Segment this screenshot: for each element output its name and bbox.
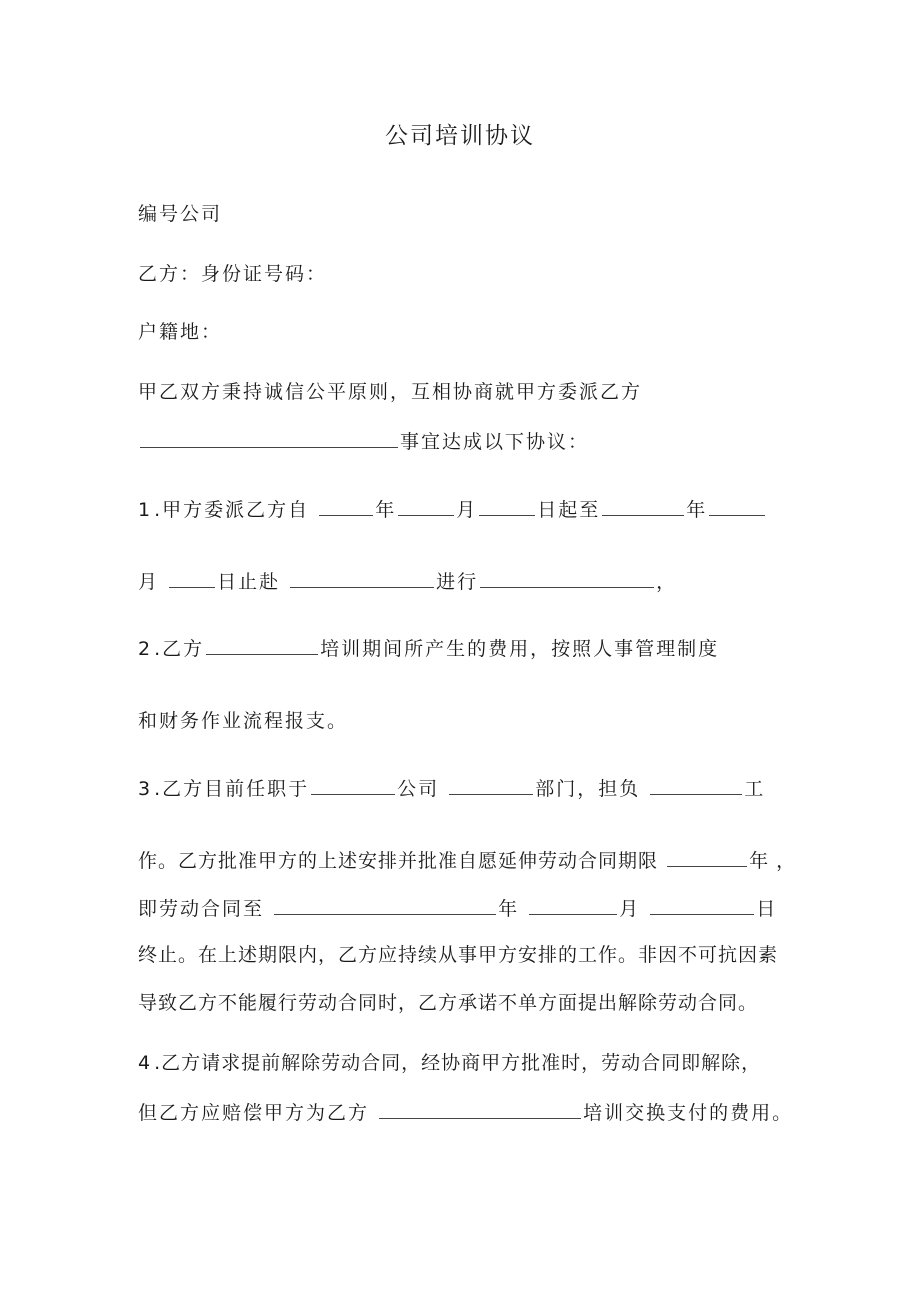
clause-text: 培训期间所产生的费用，按照人事管理制度 bbox=[320, 638, 720, 660]
blank-field[interactable] bbox=[311, 774, 395, 795]
blank-field[interactable] bbox=[667, 846, 747, 867]
clause-number: 2 bbox=[138, 638, 151, 660]
blank-field[interactable] bbox=[274, 894, 496, 915]
clause-text: .乙方目前任职于 bbox=[154, 778, 310, 800]
clause-text: 公司 bbox=[397, 778, 440, 800]
clause-text: 年 bbox=[498, 898, 520, 920]
clause-text: 进行 bbox=[436, 571, 479, 593]
blank-field[interactable] bbox=[480, 567, 654, 588]
clause-text: 即劳动合同至 bbox=[138, 898, 265, 920]
preamble-line: 甲乙双方秉持诚信公平原则，互相协商就甲方委派乙方 bbox=[138, 381, 643, 403]
blank-field[interactable] bbox=[529, 894, 617, 915]
blank-field[interactable] bbox=[206, 634, 318, 655]
preamble-text: 事宜达成以下协议： bbox=[400, 431, 590, 453]
clause-number: 4 bbox=[138, 1052, 151, 1074]
clause-number: 1 bbox=[138, 499, 151, 521]
blank-field[interactable] bbox=[709, 495, 765, 516]
clause-1-line bbox=[138, 495, 767, 523]
blank-field[interactable] bbox=[169, 567, 215, 588]
clause-text: ， bbox=[656, 571, 678, 593]
clause-text: 月 bbox=[619, 898, 641, 920]
clause-text: 日起至 bbox=[537, 499, 601, 521]
blank-field[interactable] bbox=[602, 495, 684, 516]
clause-2-line bbox=[138, 634, 719, 662]
clause-4-line-2 bbox=[138, 1098, 793, 1126]
clause-text: ， bbox=[776, 850, 797, 872]
blank-field[interactable] bbox=[398, 495, 454, 516]
clause-text: 年 bbox=[375, 499, 397, 521]
clause-text: 工 bbox=[744, 778, 766, 800]
clause-text: 日止赴 bbox=[217, 571, 281, 593]
blank-field[interactable] bbox=[379, 1098, 581, 1119]
blank-field[interactable] bbox=[650, 774, 742, 795]
clause-3-line-5: 导致乙方不能履行劳动合同时，乙方承诺不单方面提出解除劳动合同。 bbox=[138, 992, 759, 1014]
blank-field[interactable] bbox=[449, 774, 533, 795]
clause-text: 月 bbox=[138, 571, 160, 593]
blank-field[interactable] bbox=[290, 567, 434, 588]
clause-3-line-4: 终止。在上述期限内，乙方应持续从事甲方安排的工作。非因不可抗因素 bbox=[138, 944, 779, 966]
party-b-id-line: 乙方：身份证号码： bbox=[138, 263, 328, 285]
blank-field[interactable] bbox=[319, 495, 373, 516]
household-line: 户籍地： bbox=[138, 321, 223, 343]
clause-1-line-2 bbox=[138, 567, 677, 595]
blank-field[interactable] bbox=[479, 495, 535, 516]
clause-text: 部门，担负 bbox=[535, 778, 641, 800]
clause-3-line bbox=[138, 774, 765, 802]
document-title: 公司培训协议 bbox=[385, 123, 535, 149]
clause-2-line-2: 和财务作业流程报支。 bbox=[138, 710, 349, 732]
clause-3-line-2 bbox=[138, 846, 796, 874]
doc-number-line: 编号公司 bbox=[138, 203, 223, 225]
clause-text: .乙方请求提前解除劳动合同，经协商甲方批准时，劳动合同即解除， bbox=[154, 1052, 762, 1074]
clause-text: 但乙方应赔偿甲方为乙方 bbox=[138, 1102, 370, 1124]
clause-text: 年 bbox=[749, 850, 770, 872]
clause-3-line-3 bbox=[138, 894, 777, 922]
clause-text: .甲方委派乙方自 bbox=[154, 499, 310, 521]
preamble-line-2 bbox=[138, 427, 589, 455]
clause-text: 作。乙方批准甲方的上述安排并批准自愿延伸劳动合同期限 bbox=[138, 850, 659, 872]
blank-field[interactable] bbox=[650, 894, 754, 915]
blank-field[interactable] bbox=[140, 427, 398, 448]
clause-text: 日 bbox=[756, 898, 778, 920]
clause-text: 培训交换支付的费用。 bbox=[583, 1102, 794, 1124]
clause-text: .乙方 bbox=[154, 638, 205, 660]
clause-number: 3 bbox=[138, 778, 151, 800]
clause-text: 月 bbox=[456, 499, 478, 521]
clause-text: 年 bbox=[686, 499, 708, 521]
clause-4-line bbox=[138, 1050, 761, 1076]
